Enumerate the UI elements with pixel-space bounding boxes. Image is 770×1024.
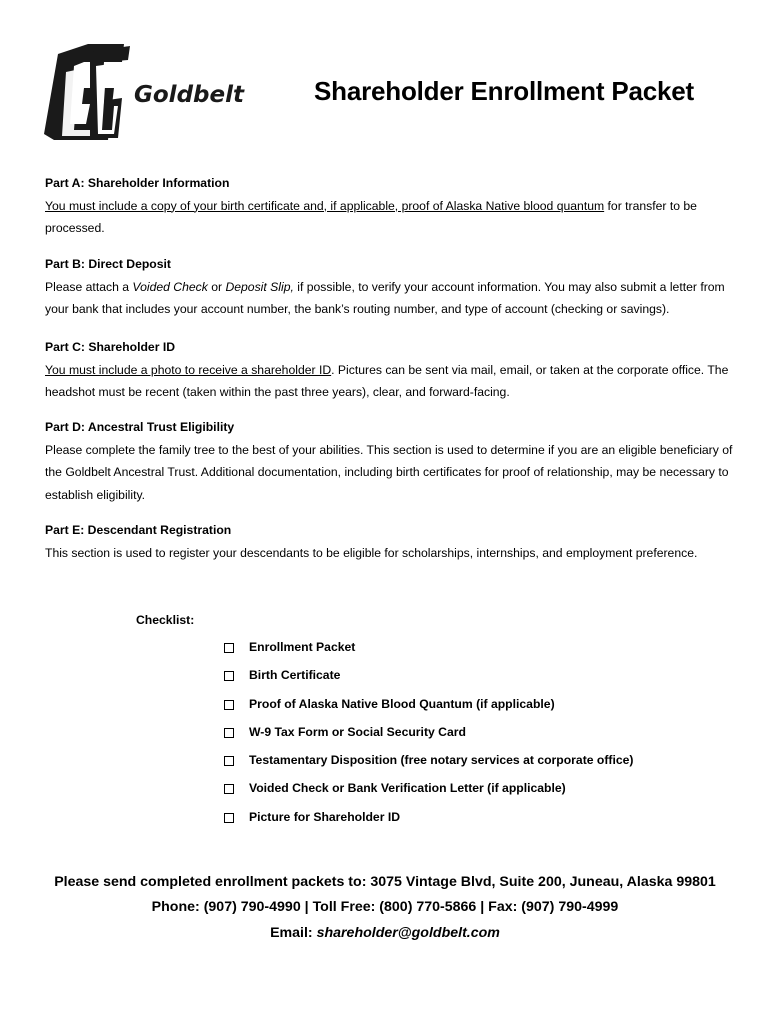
section-part-c [45, 336, 735, 404]
section-heading: Part A: Shareholder Information [45, 176, 230, 190]
section-part-a [45, 172, 735, 240]
section-heading: Part B: Direct Deposit [45, 257, 171, 271]
checkbox[interactable] [224, 728, 234, 738]
section-part-b [45, 253, 735, 321]
checklist-item: Voided Check or Bank Verification Letter (if applicable) [224, 777, 633, 805]
goldbelt-logo [44, 44, 250, 140]
checklist-item: Proof of Alaska Native Blood Quantum (if applicable) [224, 693, 633, 721]
section-heading: Part C: Shareholder ID [45, 340, 176, 354]
checklist-item: Picture for Shareholder ID [224, 806, 633, 834]
checkbox[interactable] [224, 813, 234, 823]
section-heading: Part E: Descendant Registration [45, 523, 232, 537]
section-part-d [45, 416, 735, 506]
section-body: You must include a copy of your birth certificate and, if applicable, proof of Alaska Native blood quantum for transfer to be processed. [45, 198, 697, 235]
checklist-label: Checklist: [136, 613, 195, 627]
checkbox[interactable] [224, 784, 234, 794]
checkbox[interactable] [224, 643, 234, 653]
section-part-e [45, 519, 735, 564]
footer-phone: Phone: (907) 790-4990 | Toll Free: (800) 770-5866 | Fax: (907) 790-4999 [151, 899, 619, 915]
checkbox[interactable] [224, 671, 234, 681]
section-body: You must include a photo to receive a shareholder ID. Pictures can be sent via mail, email, or taken at the corporate office. The headshot must be recent (taken within the past three years), clear, and forward-facing. [45, 362, 729, 399]
goldbelt-g-mark-icon [44, 44, 250, 140]
page-title: Shareholder Enrollment Packet [314, 76, 694, 106]
footer-address: Please send completed enrollment packets to: 3075 Vintage Blvd, Suite 200, Juneau, Alaska 99801 [54, 874, 716, 890]
section-heading: Part D: Ancestral Trust Eligibility [45, 420, 235, 434]
logo-wordmark: Goldbelt [134, 82, 244, 108]
checklist-item: Enrollment Packet [224, 636, 633, 664]
checklist [224, 636, 633, 834]
checkbox[interactable] [224, 756, 234, 766]
checklist-item: Birth Certificate [224, 664, 633, 692]
checkbox[interactable] [224, 700, 234, 710]
section-body: This section is used to register your descendants to be eligible for scholarships, internships, and employment preference. [45, 545, 698, 560]
checklist-item: Testamentary Disposition (free notary services at corporate office) [224, 749, 633, 777]
footer-email-line: Email: shareholder@goldbelt.com [270, 925, 500, 941]
checklist-item: W-9 Tax Form or Social Security Card [224, 721, 633, 749]
section-body: Please attach a Voided Check or Deposit Slip, if possible, to verify your account information. You may also submit a letter from your bank that includes your account number, the bank’s routing number, and type of account (checking or savings). [45, 279, 725, 316]
email-link[interactable]: shareholder@goldbelt.com [316, 925, 500, 941]
section-body: Please complete the family tree to the best of your abilities. This section is used to determine if you are an eligible beneficiary of the Goldbelt Ancestral Trust. Additional documentation, including birth certificates for proof of relationship, may be necessary to establish eligibility. [45, 442, 733, 502]
